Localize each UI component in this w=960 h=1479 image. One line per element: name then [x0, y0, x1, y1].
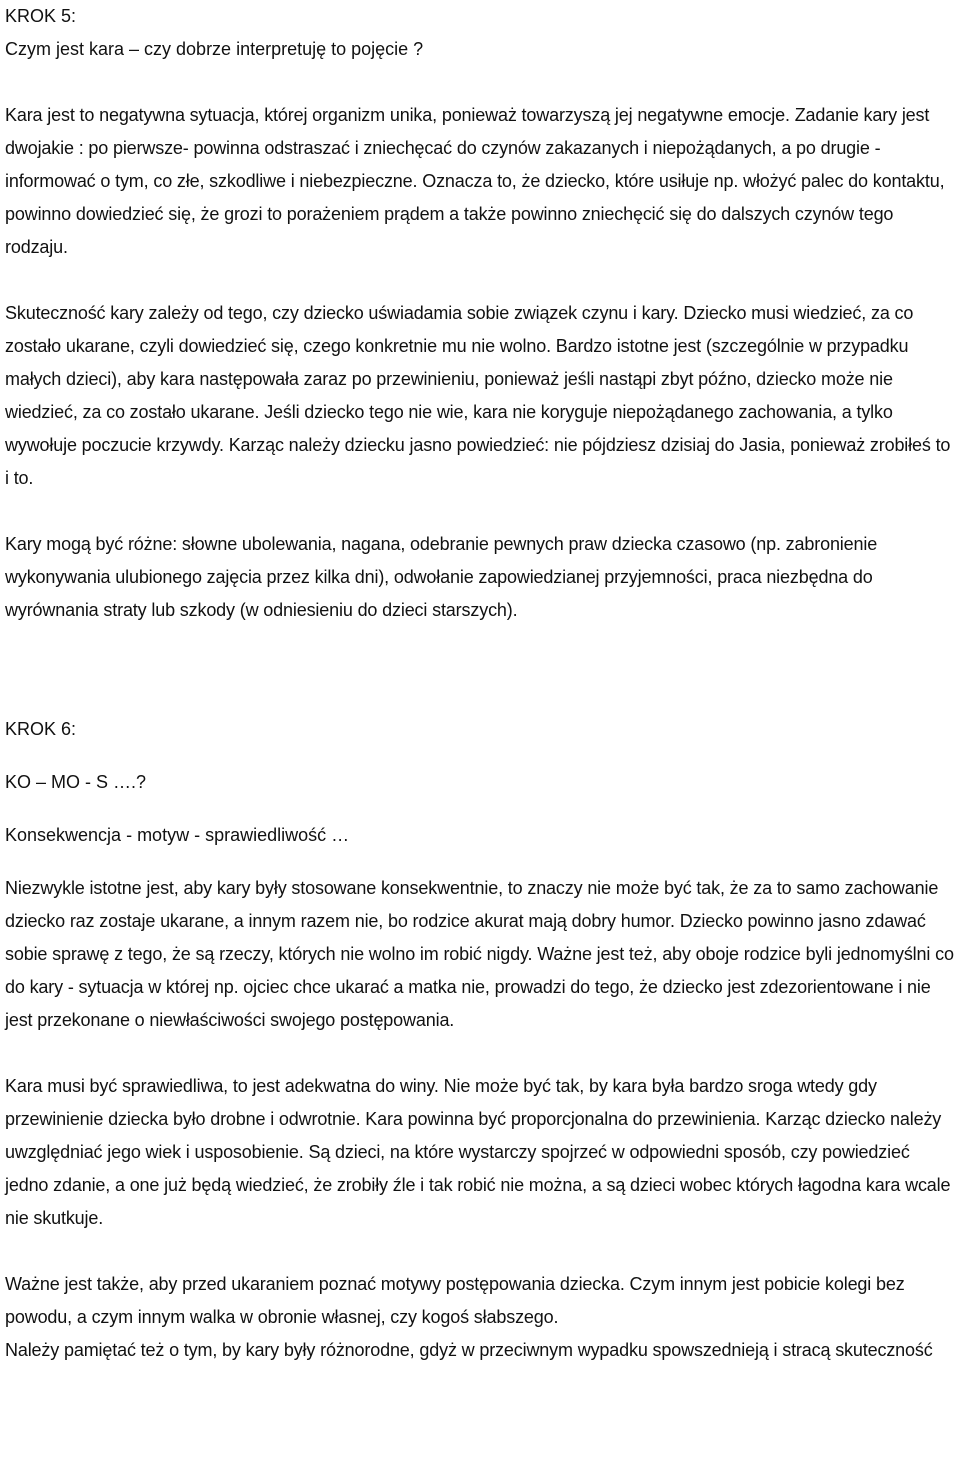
spacer — [5, 264, 955, 297]
spacer — [5, 627, 955, 693]
krok5-paragraph-types: Kary mogą być różne: słowne ubolewania, nagana, odebranie pewnych praw dziecka czasowo (np. zabronienie wykonywania ulubionego zajęcia przez kilka dni), odwołanie zapowiedzianej przyjemności, praca niezbędna do wyrównania straty lub szkody (w odniesieniu do dzieci starszych). — [5, 534, 878, 620]
krok6-paragraph-variety: Należy pamiętać też o tym, by kary były różnorodne, gdyż w przeciwnym wypadku spowszednieją i stracą skuteczność — [5, 1340, 933, 1360]
krok6-paragraph-consistency: Niezwykle istotne jest, aby kary były stosowane konsekwentnie, to znaczy nie może być tak, że za to samo zachowanie dziecko raz zostaje ukarane, a innym razem nie, bo rodzice akurat mają dobry humor. Dziecko powinno jasno zdawać sobie sprawę z tego, że są rzeczy, których nie wolno im robić nigdy. Ważne jest też, aby oboje rodzice byli jednomyślni co do kary - sytuacja w której np. ojciec chce ukarać a matka nie, prowadzi do tego, że dziecko jest zdezorientowane i nie jest przekonane o niewłaściwości swojego postępowania. — [5, 878, 954, 1030]
krok5-paragraph-effectiveness: Skuteczność kary zależy od tego, czy dziecko uświadamia sobie związek czynu i kary. Dziecko musi wiedzieć, za co zostało ukarane, czyli dowiedzieć się, czego konkretnie mu nie wolno. Bardzo istotne jest (szczególnie w przypadku małych dzieci), aby kara następowała zaraz po przewinieniu, ponieważ jeśli nastąpi zbyt późno, dziecko może nie wiedzieć, za co zostało ukarane. Jeśli dziecko tego nie wie, kara nie koryguje niepożądanego zachowania, a tylko wywołuje poczucie krzywdy. Karząc należy dziecku jasno powiedzieć: nie pójdziesz dzisiaj do Jasia, ponieważ zrobiłeś to i to. — [5, 303, 951, 488]
spacer — [5, 693, 955, 713]
spacer — [5, 1037, 955, 1070]
krok5-paragraph-definition: Kara jest to negatywna sytuacja, której organizm unika, ponieważ towarzyszą jej negatywne emocje. Zadanie kary jest dwojakie : po pierwsze- powinna odstraszać i zniechęcać do czynów zakazanych i niepożądanych, a po drugie - informować o tym, co złe, szkodliwe i niebezpieczne. Oznacza to, że dziecko, które usiłuje np. włożyć palec do kontaktu, powinno dowiedzieć się, że grozi to porażeniem prądem a także powinno zniechęcić się do dalszych czynów tego rodzaju. — [5, 105, 945, 257]
spacer — [5, 746, 955, 766]
document-page — [5, 0, 955, 1367]
krok6-keywords: Konsekwencja - motyw - sprawiedliwość … — [5, 825, 350, 845]
spacer — [5, 799, 955, 819]
krok5-question: Czym jest kara – czy dobrze interpretuję to pojęcie ? — [5, 39, 424, 59]
spacer — [5, 852, 955, 872]
krok6-paragraph-justice: Kara musi być sprawiedliwa, to jest adekwatna do winy. Nie może być tak, by kara była bardzo sroga wtedy gdy przewinienie dziecka było drobne i odwrotnie. Kara powinna być proporcjonalna do przewinienia. Karząc dziecko należy uwzględniać jego wiek i usposobienie. Są dzieci, na które wystarczy spojrzeć w odpowiedni sposób, czy powiedzieć jedno zdanie, a one już będą wiedzieć, że zrobiły źle i tak robić nie można, a są dzieci wobec których łagodna kara wcale nie skutkuje. — [5, 1076, 951, 1228]
krok5-heading: KROK 5: — [5, 6, 77, 26]
spacer — [5, 495, 955, 528]
krok6-subheading: KO – MO - S ….? — [5, 772, 147, 792]
spacer — [5, 66, 955, 99]
krok6-heading: KROK 6: — [5, 719, 77, 739]
krok6-paragraph-motives: Ważne jest także, aby przed ukaraniem poznać motywy postępowania dziecka. Czym innym jest pobicie kolegi bez powodu, a czym innym walka w obronie własnej, czy kogoś słabszego. — [5, 1274, 905, 1327]
spacer — [5, 1235, 955, 1268]
